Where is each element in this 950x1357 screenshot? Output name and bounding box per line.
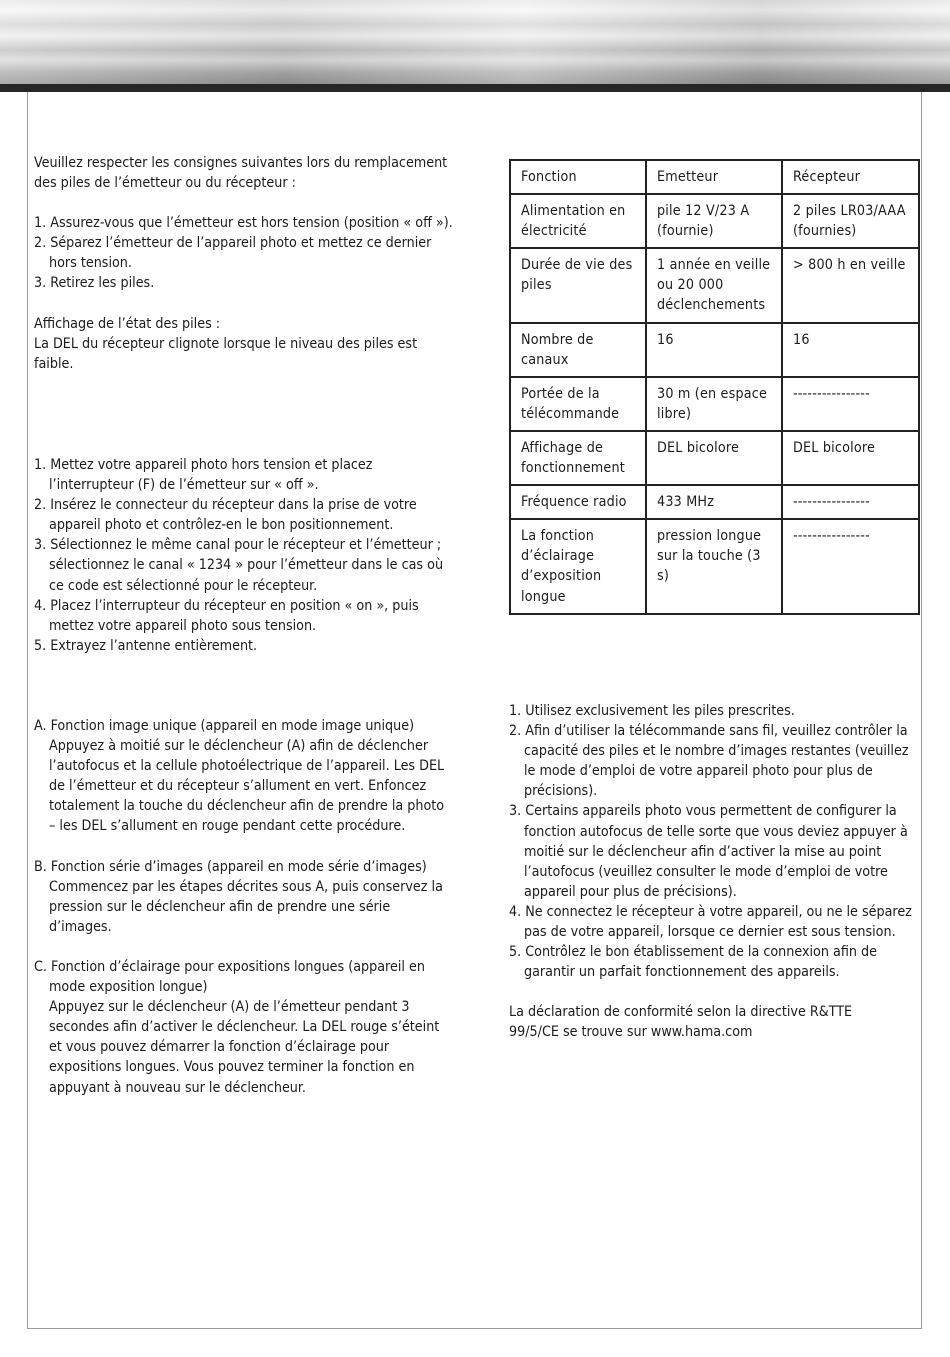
table-row: [510, 248, 919, 322]
note-item: 2. Afin d’utiliser la télécommande sans fil, veuillez contrôler la capacité des piles et le nombre d’images restantes (veuillez le mode d’emploi de votre appareil photo pour plus de précisions).: [509, 723, 909, 800]
function-b-text: Commencez par les étapes décrites sous A, puis conservez la pression sur le déclencheur afin de prendre une série d’images.: [49, 878, 443, 935]
installation-section: [34, 455, 454, 656]
table-cell: > 800 h en veille: [782, 248, 919, 322]
function-c-title: C. Fonction d’éclairage pour expositions longues (appareil en mode exposition longue): [34, 958, 425, 996]
installation-step: 5. Extrayez l’antenne entièrement.: [34, 637, 258, 654]
note-item: 4. Ne connectez le récepteur à votre appareil, ou ne le séparez pas de votre appareil, lorsque ce dernier est sous tension.: [509, 903, 912, 941]
table-header-cell: Emetteur: [646, 160, 782, 194]
table-row: [510, 519, 919, 613]
table-row: [510, 194, 919, 248]
table-cell: 16: [646, 323, 782, 377]
table-header-cell: Fonction: [510, 160, 646, 194]
table-cell: ----------------: [782, 485, 919, 519]
table-cell: ----------------: [782, 377, 919, 431]
table-cell: 30 m (en espace libre): [646, 377, 782, 431]
table-cell: 16: [782, 323, 919, 377]
table-cell: 433 MHz: [646, 485, 782, 519]
note-item: 3. Certains appareils photo vous permettent de configurer la fonction autofocus de telle sorte que vous deviez appuyer à moitié sur le déclencheur afin d’activer la mise au point l’autofocus (veuillez consulter le mode d’emploi de votre appareil pour plus de précisions).: [509, 803, 908, 900]
table-cell: pile 12 V/23 A (fournie): [646, 194, 782, 248]
table-row: [510, 323, 919, 377]
table-cell: Alimentation en électricité: [510, 194, 646, 248]
table-cell: Affichage de fonctionnement: [510, 431, 646, 485]
table-cell: DEL bicolore: [782, 431, 919, 485]
battery-step: 2. Séparez l’émetteur de l’appareil photo et mettez ce dernier hors tension.: [34, 235, 432, 272]
table-row: [510, 377, 919, 431]
battery-status-heading: Affichage de l’état des piles :: [34, 315, 221, 332]
battery-intro: Veuillez respecter les consignes suivantes lors du remplacement des piles de l’émetteur ou du récepteur :: [34, 155, 448, 192]
header-rule: [0, 84, 950, 92]
table-cell: pression longue sur la touche (3 s): [646, 519, 782, 613]
function-c-text: Appuyez sur le déclencheur (A) de l’émetteur pendant 3 secondes afin d’activer le déclencheur. La DEL rouge s’éteint et vous pouvez démarrer la fonction d’éclairage pour expositions longues. Vous pouvez terminer la fonction en appuyant à nouveau sur le déclencheur.: [49, 999, 440, 1096]
spec-table: [509, 159, 920, 615]
table-row: [510, 485, 919, 519]
table-cell: Nombre de canaux: [510, 323, 646, 377]
conformity-statement: La déclaration de conformité selon la directive R&TTE 99/5/CE se trouve sur www.hama.com: [509, 1004, 853, 1041]
table-header-cell: Récepteur: [782, 160, 919, 194]
table-cell: 2 piles LR03/AAA (fournies): [782, 194, 919, 248]
installation-step: 1. Mettez votre appareil photo hors tension et placez l’interrupteur (F) de l’émetteur sur « off ».: [34, 457, 373, 494]
table-cell: 1 année en veille ou 20 000 déclenchements: [646, 248, 782, 322]
table-row: [510, 431, 919, 485]
table-cell: Fréquence radio: [510, 485, 646, 519]
functions-section: [34, 716, 449, 1098]
function-a-title: A. Fonction image unique (appareil en mode image unique): [34, 718, 415, 734]
note-item: 1. Utilisez exclusivement les piles prescrites.: [509, 703, 795, 719]
table-cell: Portée de la télécommande: [510, 377, 646, 431]
header-metallic-banner: [0, 0, 950, 86]
table-header-row: [510, 160, 919, 194]
battery-section: [34, 153, 454, 374]
installation-step: 3. Sélectionnez le même canal pour le récepteur et l’émetteur ; sélectionnez le canal « 1234 » pour l’émetteur dans le cas où ce code est sélectionné pour le récepteur.: [34, 537, 444, 594]
function-a-text: Appuyez à moitié sur le déclencheur (A) afin de déclencher l’autofocus et la cellule photoélectrique de l’appareil. Les DEL de l’émetteur et du récepteur s’allument en vert. Enfoncez totalement la touche du déclencheur afin de prendre la photo – les DEL s’allument en rouge pendant cette procédure.: [49, 738, 445, 835]
installation-step: 2. Insérez le connecteur du récepteur dans la prise de votre appareil photo et contrôlez-en le bon positionnement.: [34, 497, 417, 534]
note-item: 5. Contrôlez le bon établissement de la connexion afin de garantir un parfait fonctionnement des appareils.: [509, 944, 877, 981]
function-b-title: B. Fonction série d’images (appareil en mode série d’images): [34, 858, 427, 875]
notes-section: [509, 701, 919, 1043]
battery-step: 3. Retirez les piles.: [34, 275, 155, 292]
table-cell: ----------------: [782, 519, 919, 613]
battery-status-text: La DEL du récepteur clignote lorsque le niveau des piles est faible.: [34, 335, 418, 372]
battery-step: 1. Assurez-vous que l’émetteur est hors tension (position « off »).: [34, 215, 453, 232]
table-cell: DEL bicolore: [646, 431, 782, 485]
table-cell: Durée de vie des piles: [510, 248, 646, 322]
installation-step: 4. Placez l’interrupteur du récepteur en position « on », puis mettez votre appareil photo sous tension.: [34, 597, 419, 634]
table-cell: La fonction d’éclairage d’exposition longue: [510, 519, 646, 613]
